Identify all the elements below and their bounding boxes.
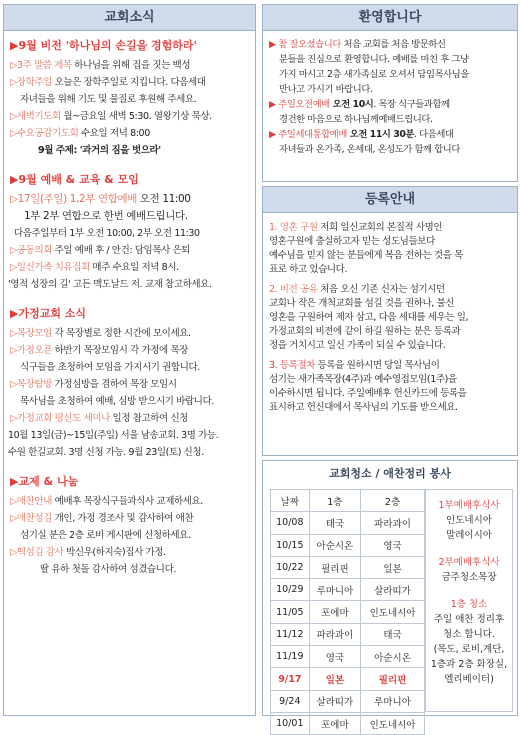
table-row: [271, 556, 425, 578]
registration-p3-line: 섬기는 새가족목장(4주)과 예수영접모임(1주)을: [269, 374, 457, 385]
registration-p1-line: 예수님을 믿지 않는 분들에게 복음 전하는 것을 목: [269, 250, 463, 261]
news-line: 경건한 마음으로 하나님께예배드립니다.: [279, 114, 433, 125]
news-line: [10, 410, 251, 427]
news-line: 자녀들과 온가족, 온세대, 온성도가 함께 합니다: [279, 144, 460, 155]
cleaning-cell: 포에마: [309, 712, 360, 734]
section-vision-title: ▶9월 비전 '하나님의 손길을 경험하라': [10, 39, 197, 52]
section-fellowship: [4, 493, 255, 578]
news-line: [10, 544, 251, 561]
news-line: 딸 유하 첫돌 감사하여 섬겼습니다.: [40, 564, 176, 575]
cleaning-cell: 살라띠가: [309, 690, 360, 712]
cleaning-title: 교회청소 / 애찬정리 봉사: [329, 467, 451, 480]
section-fellowship-title: ▶교제 & 나눔: [10, 475, 79, 488]
news-item-text: . 다음세대: [414, 129, 454, 140]
news-line: [10, 108, 251, 125]
news-item-text: 하나님을 위해 집을 짓는 백성: [71, 60, 191, 71]
news-item-label: ▷가정교회 평신도 세미나: [10, 413, 110, 424]
cleaning-cell: 루마니아: [309, 579, 360, 601]
news-item-text: 각 목장별로 정한 시간에 모이세요.: [52, 328, 191, 339]
news-line: [10, 510, 251, 527]
news-item-label: ▷장학주일: [10, 77, 53, 88]
news-item-time: 오전 11시 30분: [346, 129, 415, 140]
news-line: [10, 259, 251, 276]
news-line: [269, 127, 513, 142]
cleaning-header-cell: 1층: [309, 490, 360, 512]
table-row: [271, 668, 425, 690]
news-item-label: ▷애찬섬김: [10, 513, 53, 524]
news-item-label: ▶ 주일세대통합예배: [269, 129, 347, 140]
registration-p1-line: 표로 하고 있습니다.: [269, 264, 348, 275]
cleaning-cell: 10/15: [271, 534, 310, 556]
news-item-label: ▷공동의회: [10, 245, 53, 256]
table-row: [271, 712, 425, 734]
news-line: [269, 37, 513, 52]
welcome-title: 환영합니다: [263, 5, 517, 31]
news-item-label: ▷애찬안내: [10, 496, 53, 507]
cleaning-cell: 영국: [361, 534, 425, 556]
registration-p1: [269, 221, 511, 277]
news-item-label: ▷목장탐방: [10, 379, 53, 390]
news-line: 다음주일부터 1부 오전 10:00, 2부 오전 11:30: [14, 228, 200, 239]
first-service-meal-team: 인도네시아: [446, 515, 492, 526]
welcome-body: [263, 31, 517, 157]
cleaning-cell: 10/08: [271, 512, 310, 534]
section-vision: [4, 57, 255, 159]
news-item-text: 예배후 목장식구들과식사 교제하세요.: [52, 496, 203, 507]
news-item-label: ▷떡섬김 감사: [10, 547, 64, 558]
table-row: [271, 534, 425, 556]
news-line: 만나고 가시기 바랍니다.: [279, 84, 373, 95]
registration-p2: [269, 283, 511, 353]
cleaning-note-line: 1층과 2층 화장실,: [430, 659, 508, 670]
news-item-text: 하반기 목장모임시 각 가정에 목장: [52, 345, 188, 356]
news-item-text: 가정심방을 겸하여 목장 모임시: [52, 379, 177, 390]
registration-p3-line: 등록을 원하시면 당일 목사님이: [315, 360, 440, 371]
news-line: 9월 주제: '과거의 짐을 벗으라': [38, 145, 161, 156]
registration-p2-label: 2. 비전 공유: [269, 284, 318, 295]
registration-p2-line: 가정교회의 비전에 같이 하길 원하는 분은 등록과: [269, 326, 461, 337]
first-service-meal-team-2: 말레이시아: [446, 530, 492, 541]
cleaning-note-line: 청소 합니다.: [443, 629, 495, 640]
news-line: [10, 74, 251, 91]
section-housechurch: [4, 325, 255, 461]
church-news-title: 교회소식: [4, 5, 255, 31]
cleaning-header-cell: 2층: [361, 490, 425, 512]
registration-p1-line: 영혼구원에 충실하고자 믿는 성도님들보다: [269, 236, 435, 247]
cleaning-cell: 아순시온: [361, 646, 425, 668]
section-housechurch-title: ▶가정교회 소식: [10, 307, 87, 320]
cleaning-cell: 파라과이: [361, 512, 425, 534]
cleaning-cell: 루마니아: [361, 690, 425, 712]
first-service-meal-label: 1부예배후식사: [438, 500, 500, 511]
cleaning-cell: 아순시온: [309, 534, 360, 556]
cleaning-cell: 살라띠가: [361, 579, 425, 601]
cleaning-cell: 포에마: [309, 601, 360, 623]
table-row: [271, 512, 425, 534]
second-service-meal-label: 2부예배후식사: [438, 557, 500, 568]
first-floor-cleaning-label: 1층 청소: [450, 599, 488, 610]
cleaning-cell: 9/17: [271, 668, 310, 690]
section-worship-title: ▶9월 예배 & 교육 & 모임: [10, 173, 139, 186]
cleaning-cell: 11/05: [271, 601, 310, 623]
cleaning-cell: 11/12: [271, 623, 310, 645]
registration-panel: [262, 186, 518, 456]
news-item-text: 오늘은 장학주일로 지킵니다. 다음세대: [52, 77, 206, 88]
church-news-panel: [3, 4, 256, 716]
cleaning-cell: 영국: [309, 646, 360, 668]
news-line: 목사님을 초청하여 예배, 심방 받으시기 바랍니다.: [20, 396, 214, 407]
news-item-label: ▷17일(주일) 1,2부 연합예배: [10, 193, 137, 205]
cleaning-panel: [262, 460, 518, 731]
news-item-label: ▷새벽기도회: [10, 111, 61, 122]
table-row: [271, 601, 425, 623]
cleaning-cell: 일본: [309, 668, 360, 690]
registration-p3: [269, 359, 511, 415]
news-item-text: 일정 참고하여 신청: [109, 413, 188, 424]
second-service-meal-team: 금주청소목장: [441, 572, 497, 583]
news-line: 분들을 진심으로 환영합니다. 예배를 마친 후 그냥: [279, 54, 469, 65]
cleaning-cell: 필리핀: [361, 668, 425, 690]
news-line: 자녀들을 위해 기도 및 물질로 후원해 주세요.: [20, 94, 197, 105]
registration-p2-line: 정을 거치시고 일신 가족이 되실 수 있습니다.: [269, 340, 446, 351]
news-item-text: 개인, 가정 경조사 및 감사하여 애찬: [52, 513, 194, 524]
registration-title: 등록안내: [263, 187, 517, 213]
news-item-label: ▷수요공감기도회: [10, 128, 79, 139]
news-item-label: ▶ 주일오전예배: [269, 99, 330, 110]
news-item-text: 주일 예배 후 / 안건: 담임목사 은퇴: [52, 245, 191, 256]
cleaning-cell: 파라과이: [309, 623, 360, 645]
news-line: [10, 342, 251, 359]
cleaning-cell: 태국: [361, 623, 425, 645]
news-item-label: ▶ 참 잘오셨습니다: [269, 39, 341, 50]
cleaning-cell: 인도네시아: [361, 601, 425, 623]
news-item-text: 매주 수요일 저녁 8시.: [89, 262, 179, 273]
news-item-text: 박신우(하지숙)집사 가정.: [63, 547, 166, 558]
news-item-time: 오전 10시: [329, 99, 374, 110]
news-item-label: ▷3주 말씀 제목: [10, 60, 72, 71]
news-line: 10월 13일(금)~15일(주일) 서울 남송교회. 3명 가능.: [8, 430, 219, 441]
registration-p3-line: 이수하시면 됩니다. 주일예배후 헌신카드에 등록을: [269, 388, 467, 399]
registration-p1-label: 1. 영혼 구원: [269, 222, 318, 233]
news-item-text: 수요일 저녁 8:00: [78, 128, 150, 139]
cleaning-cell: 11/19: [271, 646, 310, 668]
news-line: [10, 242, 251, 259]
cleaning-side-notes: [425, 489, 513, 712]
news-item-text: 월~금요일 새벽 5:30. 열왕기상 묵상.: [60, 111, 212, 122]
cleaning-note-line: 엘리베이터): [444, 674, 494, 685]
section-worship: [4, 191, 255, 293]
cleaning-cell: 필리핀: [309, 556, 360, 578]
news-item-label: ▷일신가족 치유집회: [10, 262, 90, 273]
news-item-label: ▷목장모임: [10, 328, 53, 339]
registration-p3-line: 표시하고 헌신대에서 목사님의 기도를 받으세요.: [269, 402, 458, 413]
cleaning-schedule-table: [270, 489, 425, 735]
news-line: 수원 한길교회. 3명 신청 가능. 9월 23일(토) 신청.: [8, 447, 204, 458]
cleaning-cell: 태국: [309, 512, 360, 534]
cleaning-cell: 10/22: [271, 556, 310, 578]
news-item-text: 처음 교회를 처음 방문하신: [340, 39, 446, 50]
table-row: [271, 579, 425, 601]
news-line: 섬기실 분은 2층 로비 게시판에 신청하세요.: [20, 530, 191, 541]
news-line: [10, 376, 251, 393]
news-line: 가지 마시고 2층 새가족실로 오셔서 담임목사님을: [279, 69, 469, 80]
table-row: [271, 690, 425, 712]
cleaning-note-line: 주일 애찬 정리후: [433, 614, 505, 625]
news-item-text: . 목장 식구들과함께: [373, 99, 450, 110]
news-line: '영적 성장의 길' 고든 맥도날드 저. 교재 참고하세요.: [8, 279, 212, 290]
cleaning-header-row: [271, 490, 425, 512]
news-item-label: ▷가정오픈: [10, 345, 53, 356]
cleaning-note-line: (목도, 로비,계단,: [433, 644, 505, 655]
registration-p2-line: 처음 오신 기존 신자는 섬기시던: [317, 284, 445, 295]
news-line: [10, 191, 251, 208]
cleaning-cell: 인도네시아: [361, 712, 425, 734]
table-row: [271, 646, 425, 668]
registration-p3-label: 3. 등록절차: [269, 360, 315, 371]
news-line: [10, 325, 251, 342]
cleaning-cell: 10/01: [271, 712, 310, 734]
news-line: 1부 2부 연합으로 한번 예배드립니다.: [24, 210, 188, 222]
cleaning-header-cell: 날짜: [271, 490, 310, 512]
welcome-panel: [262, 4, 518, 182]
news-line: [10, 493, 251, 510]
news-line: 식구들을 초청하여 모임을 가지시기 권합니다.: [20, 362, 200, 373]
news-line: [269, 97, 513, 112]
cleaning-cell: 일본: [361, 556, 425, 578]
registration-p1-line: 저희 일신교회의 본질적 사명인: [317, 222, 443, 233]
news-line: [10, 57, 251, 74]
registration-p2-line: 교회나 작은 개척교회를 섬길 것을 권하나, 불신: [269, 298, 455, 309]
news-line: [10, 125, 251, 142]
registration-p2-line: 영혼을 구원하여 제자 삼고, 다음 세대를 세우는 일,: [269, 312, 469, 323]
table-row: [271, 623, 425, 645]
cleaning-cell: 9/24: [271, 690, 310, 712]
cleaning-cell: 10/29: [271, 579, 310, 601]
news-item-text: 오전 11:00: [136, 193, 191, 205]
